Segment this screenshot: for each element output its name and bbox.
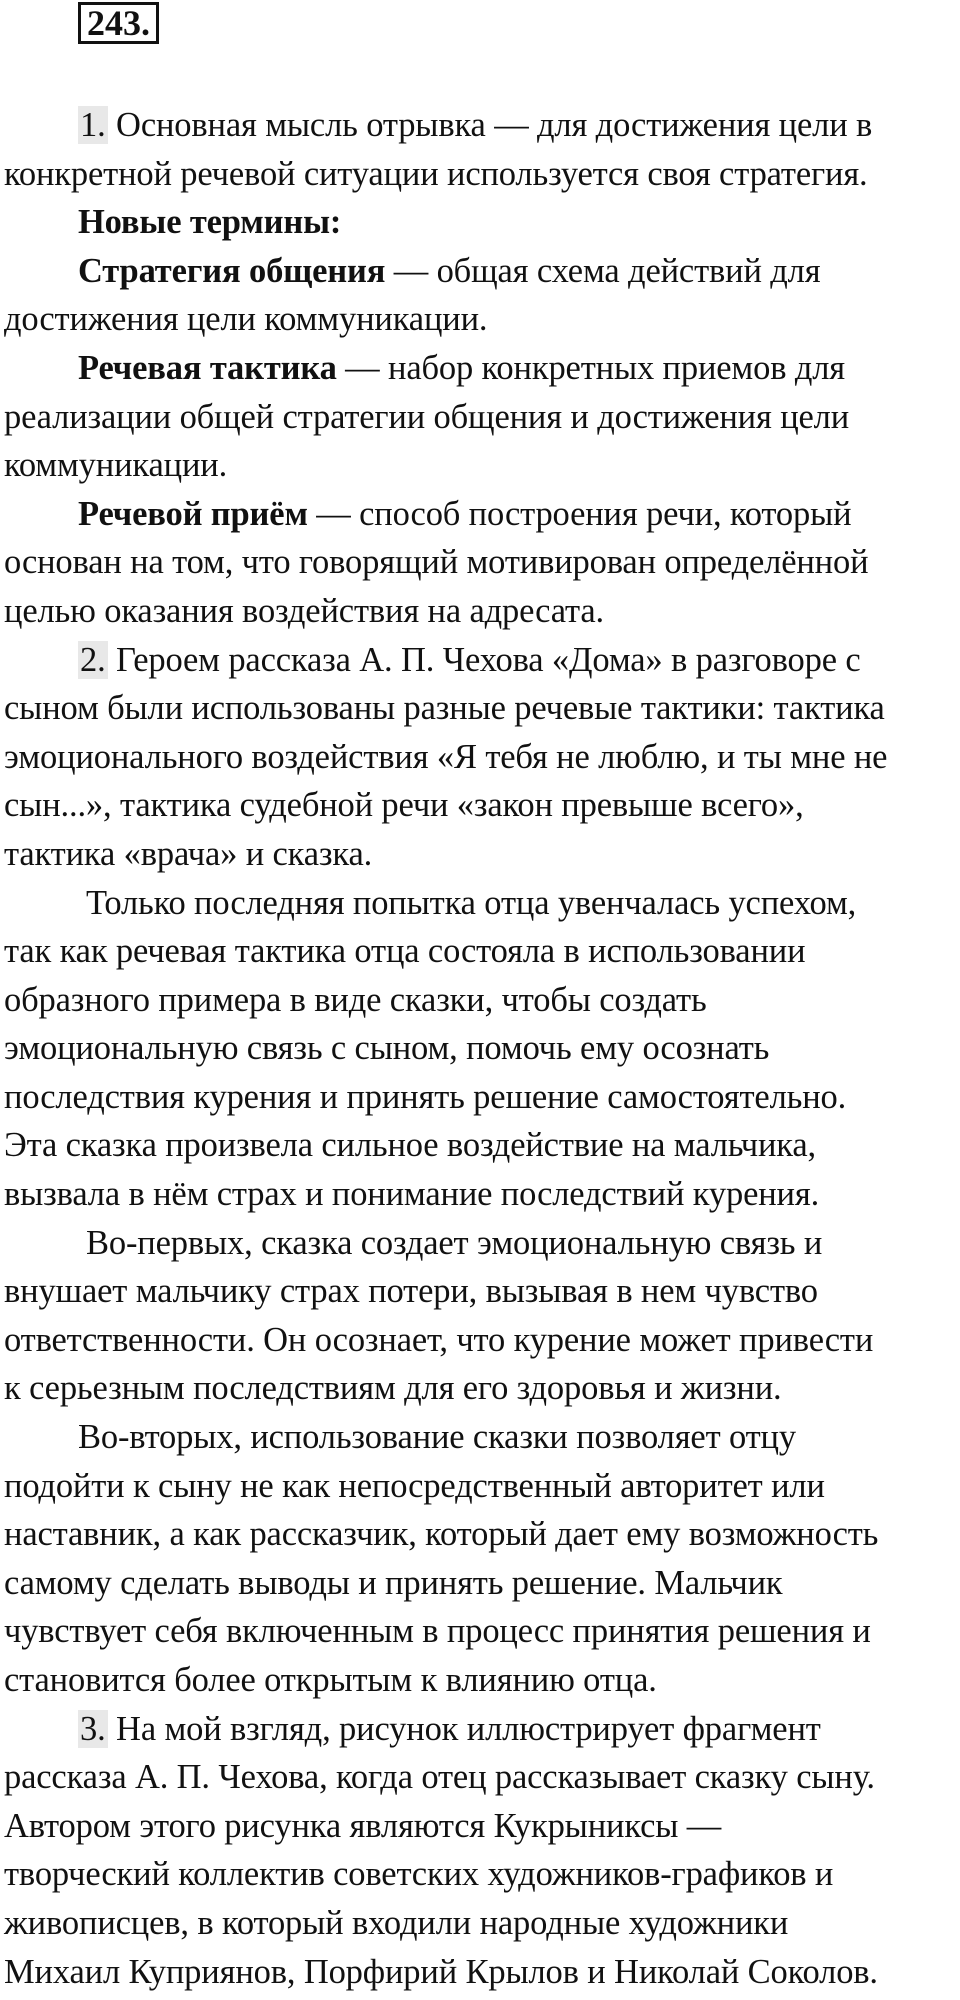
- text-segment: коммуникации.: [4, 446, 228, 485]
- text-line: [4, 1024, 956, 1073]
- text-segment: Во-вторых, использование сказки позволяет отцу: [78, 1418, 796, 1457]
- text-segment: к серьезным последствиям для его здоровья и жизни.: [4, 1369, 782, 1408]
- text-segment: — общая схема действий для: [385, 251, 821, 290]
- text-segment: сыном были использованы разные речевые тактики: тактика: [4, 689, 885, 728]
- item-number: 1.: [80, 106, 106, 144]
- text-segment: ответственности. Он осознает, что курение может привести: [4, 1320, 874, 1359]
- text-line: [4, 1753, 956, 1802]
- text-line: [4, 879, 956, 928]
- text-segment: Эта сказка произвела сильное воздействие на мальчика,: [4, 1126, 816, 1165]
- text-segment: чувствует себя включенным в процесс принятия решения и: [4, 1612, 871, 1651]
- text-line: [4, 1462, 956, 1511]
- text-line: [4, 295, 956, 344]
- text-line: [4, 1121, 956, 1170]
- text-segment: — набор конкретных приемов для: [336, 348, 846, 387]
- text-segment: внушает мальчику страх потери, вызывая в нем чувство: [4, 1272, 818, 1311]
- text-line: [4, 830, 956, 879]
- text-segment: Героем рассказа А. П. Чехова «Дома» в разговоре с: [107, 640, 861, 679]
- text-segment: наставник, а как рассказчик, который дает ему возможность: [4, 1515, 879, 1554]
- task-number-box: [78, 2, 159, 44]
- text-line: [4, 587, 956, 636]
- text-line: [4, 781, 956, 830]
- text-line: [4, 441, 956, 490]
- text-segment: основан на том, что говорящий мотивирован определённой: [4, 543, 869, 582]
- text-segment: Во-первых, сказка создает эмоциональную связь и: [86, 1223, 823, 1262]
- text-segment: Автором этого рисунка являются Кукрыниксы —: [4, 1806, 722, 1845]
- text-segment: — способ построения речи, который: [307, 494, 852, 533]
- text-line: [4, 1413, 956, 1462]
- text-line: [4, 684, 956, 733]
- text-line: [4, 247, 956, 296]
- text-segment: так как речевая тактика отца состояла в использовании: [4, 932, 806, 971]
- text-segment: достижения цели коммуникации.: [4, 300, 488, 339]
- text-line: [4, 1559, 956, 1608]
- text-line: [4, 490, 956, 539]
- text-line: [4, 1219, 956, 1268]
- text-segment: рассказа А. П. Чехова, когда отец рассказывает сказку сыну.: [4, 1758, 875, 1797]
- text-line: [4, 344, 956, 393]
- task-number: 243.: [87, 3, 150, 43]
- text-line: [4, 1510, 956, 1559]
- text-segment: реализации общей стратегии общения и достижения цели: [4, 397, 850, 436]
- text-line: [4, 1850, 956, 1899]
- text-segment: вызвала в нём страх и понимание последствий курения.: [4, 1175, 820, 1214]
- text-line: [4, 976, 956, 1025]
- term-bold: Речевая тактика: [78, 348, 337, 387]
- text-segment: эмоциональную связь с сыном, помочь ему осознать: [4, 1029, 770, 1068]
- text-line: [4, 538, 956, 587]
- item-number: 2.: [80, 640, 106, 679]
- answer-text: [4, 101, 956, 1996]
- text-segment: творческий коллектив советских художников-графиков и: [4, 1855, 834, 1894]
- term-bold: Речевой приём: [78, 494, 308, 533]
- text-line: [4, 1073, 956, 1122]
- text-line: [4, 150, 956, 199]
- text-segment: конкретной речевой ситуации используется своя стратегия.: [4, 154, 868, 193]
- text-segment: Основная мысль отрывка — для достижения цели в: [107, 106, 873, 144]
- text-segment: живописцев, в который входили народные художники: [4, 1903, 789, 1942]
- text-line: [4, 1364, 956, 1413]
- text-line: [4, 393, 956, 442]
- text-segment: сын...», тактика судебной речи «закон превыше всего»,: [4, 786, 804, 825]
- text-segment: образного примера в виде сказки, чтобы создать: [4, 980, 707, 1019]
- text-segment: становится более открытым к влиянию отца.: [4, 1661, 657, 1699]
- text-segment: самому сделать выводы и принять решение. Мальчик: [4, 1563, 783, 1602]
- term-bold: Новые термины:: [78, 203, 342, 242]
- text-line: [4, 1656, 956, 1705]
- text-line: [4, 101, 956, 150]
- text-segment: эмоционального воздействия «Я тебя не люблю, и ты мне не: [4, 737, 888, 776]
- text-segment: Михаил Куприянов, Порфирий Крылов и Николай Соколов.: [4, 1952, 878, 1991]
- text-line: [4, 1705, 956, 1754]
- text-segment: подойти к сыну не как непосредственный авторитет или: [4, 1466, 825, 1505]
- text-line: [4, 198, 956, 247]
- text-line: [4, 1607, 956, 1656]
- text-line: [4, 927, 956, 976]
- term-bold: Стратегия общения: [78, 251, 386, 290]
- text-line: [4, 1267, 956, 1316]
- text-line: [4, 1948, 956, 1997]
- text-line: [4, 1170, 956, 1219]
- text-line: [4, 733, 956, 782]
- text-line: [4, 636, 956, 685]
- text-segment: На мой взгляд, рисунок иллюстрирует фрагмент: [107, 1709, 821, 1748]
- text-segment: целью оказания воздействия на адресата.: [4, 591, 604, 630]
- text-segment: последствия курения и принять решение самостоятельно.: [4, 1077, 847, 1116]
- text-segment: Только последняя попытка отца увенчалась успехом,: [86, 883, 857, 922]
- text-line: [4, 1316, 956, 1365]
- text-segment: тактика «врача» и сказка.: [4, 834, 373, 873]
- text-line: [4, 1802, 956, 1851]
- item-number: 3.: [80, 1709, 106, 1748]
- text-line: [4, 1899, 956, 1948]
